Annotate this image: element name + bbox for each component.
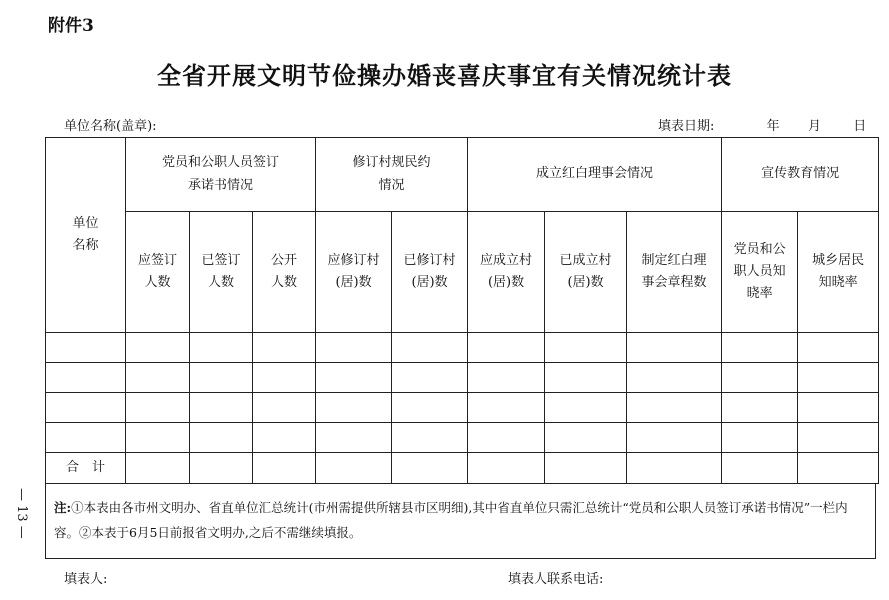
table-cell[interactable] — [316, 333, 392, 363]
table-cell[interactable] — [190, 453, 253, 484]
fill-date-month: 月 — [807, 119, 821, 134]
column-header: 已成立村 (居)数 — [545, 212, 627, 333]
table-cell[interactable] — [468, 363, 545, 393]
table-cell[interactable] — [627, 453, 722, 484]
table-cell[interactable] — [468, 393, 545, 423]
table-cell[interactable] — [722, 393, 798, 423]
table-cell[interactable] — [46, 423, 126, 453]
table-cell[interactable] — [798, 453, 879, 484]
table-cell[interactable] — [392, 363, 468, 393]
group-header-village-rules — [316, 138, 468, 212]
group-header-line: 情况 — [378, 177, 405, 193]
table-cell[interactable] — [253, 453, 316, 484]
table-cell[interactable] — [316, 453, 392, 484]
group-header-line: 承诺书情况 — [188, 177, 254, 193]
table-cell[interactable] — [545, 423, 627, 453]
table-cell[interactable] — [316, 393, 392, 423]
table-cell[interactable] — [798, 393, 879, 423]
table-cell[interactable] — [126, 453, 190, 484]
table-cell[interactable] — [392, 333, 468, 363]
notes-prefix: 注: — [54, 500, 72, 515]
column-header: 制定红白理 事会章程数 — [627, 212, 722, 333]
table-cell[interactable] — [126, 363, 190, 393]
table-cell[interactable] — [253, 363, 316, 393]
notes-box — [45, 483, 876, 559]
column-header: 已修订村 (居)数 — [392, 212, 468, 333]
unit-header-line: 名称 — [72, 238, 99, 253]
total-row — [46, 453, 879, 484]
table-cell[interactable] — [722, 333, 798, 363]
table-cell[interactable] — [627, 393, 722, 423]
table-cell[interactable] — [722, 363, 798, 393]
column-header: 城乡居民 知晓率 — [798, 212, 879, 333]
fill-date-year: 年 — [766, 119, 780, 134]
table-cell[interactable] — [545, 393, 627, 423]
total-label: 合 计 — [46, 453, 126, 484]
table-cell[interactable] — [190, 423, 253, 453]
table-row — [46, 423, 879, 453]
table-row — [46, 363, 879, 393]
table-cell[interactable] — [468, 423, 545, 453]
table-cell[interactable] — [468, 333, 545, 363]
table-cell[interactable] — [798, 423, 879, 453]
group-header-council — [468, 138, 722, 212]
group-header-line: 成立红白理事会情况 — [536, 166, 654, 182]
table-cell[interactable] — [253, 393, 316, 423]
column-header: 公开 人数 — [253, 212, 316, 333]
table-cell[interactable] — [253, 423, 316, 453]
table-cell[interactable] — [468, 453, 545, 484]
notes-text: ①本表由各市州文明办、省直单位汇总统计(市州需提供所辖县市区明细),其中省直单位只需汇总统计“党员和公职人员签订承诺书情况”一栏内容。②本表于6月5日前报省文明办,之后不需继续填报。 — [54, 500, 848, 540]
table-row — [46, 393, 879, 423]
filler-label: 填表人: — [64, 572, 108, 587]
filler-phone-label: 填表人联系电话: — [508, 572, 604, 587]
fill-date-day: 日 — [853, 119, 867, 134]
table-cell[interactable] — [798, 363, 879, 393]
table-cell[interactable] — [545, 333, 627, 363]
table-row — [46, 333, 879, 363]
group-header-line: 宣传教育情况 — [761, 166, 840, 182]
column-header: 党员和公 职人员知 晓率 — [722, 212, 798, 333]
table-cell[interactable] — [798, 333, 879, 363]
table-cell[interactable] — [392, 453, 468, 484]
table-cell[interactable] — [46, 333, 126, 363]
unit-header-line: 单位 — [72, 215, 99, 231]
table-cell[interactable] — [46, 393, 126, 423]
table-cell[interactable] — [545, 363, 627, 393]
table-cell[interactable] — [545, 453, 627, 484]
table-cell[interactable] — [392, 393, 468, 423]
fill-date-label: 填表日期: — [658, 119, 715, 134]
table-cell[interactable] — [316, 423, 392, 453]
table-cell[interactable] — [190, 333, 253, 363]
table-cell[interactable] — [627, 333, 722, 363]
table-cell[interactable] — [627, 363, 722, 393]
fill-date — [658, 115, 866, 134]
column-header: 应修订村 (居)数 — [316, 212, 392, 333]
page-title: 全省开展文明节俭操办婚丧喜庆事宜有关情况统计表 — [157, 61, 732, 90]
group-header-line: 党员和公职人员签订 — [162, 155, 280, 171]
group-header-pledge — [126, 138, 316, 212]
column-header: 应成立村 (居)数 — [468, 212, 545, 333]
page-number: — 13 — — [14, 488, 29, 539]
statistics-table — [45, 137, 879, 484]
group-header-line: 修订村规民约 — [352, 155, 431, 171]
table-cell[interactable] — [126, 333, 190, 363]
table-cell[interactable] — [627, 423, 722, 453]
table-cell[interactable] — [190, 393, 253, 423]
table-cell[interactable] — [392, 423, 468, 453]
column-header: 应签订 人数 — [126, 212, 190, 333]
table-cell[interactable] — [722, 423, 798, 453]
table-cell[interactable] — [722, 453, 798, 484]
table-cell[interactable] — [46, 363, 126, 393]
table-cell[interactable] — [190, 363, 253, 393]
unit-name-label: 单位名称(盖章): — [64, 119, 157, 134]
table-cell[interactable] — [126, 423, 190, 453]
unit-name-header — [46, 138, 126, 333]
table-cell[interactable] — [316, 363, 392, 393]
group-header-publicity — [722, 138, 879, 212]
table-cell[interactable] — [253, 333, 316, 363]
table-cell[interactable] — [126, 393, 190, 423]
column-header: 已签订 人数 — [190, 212, 253, 333]
attachment-label: 附件3 — [48, 16, 94, 36]
